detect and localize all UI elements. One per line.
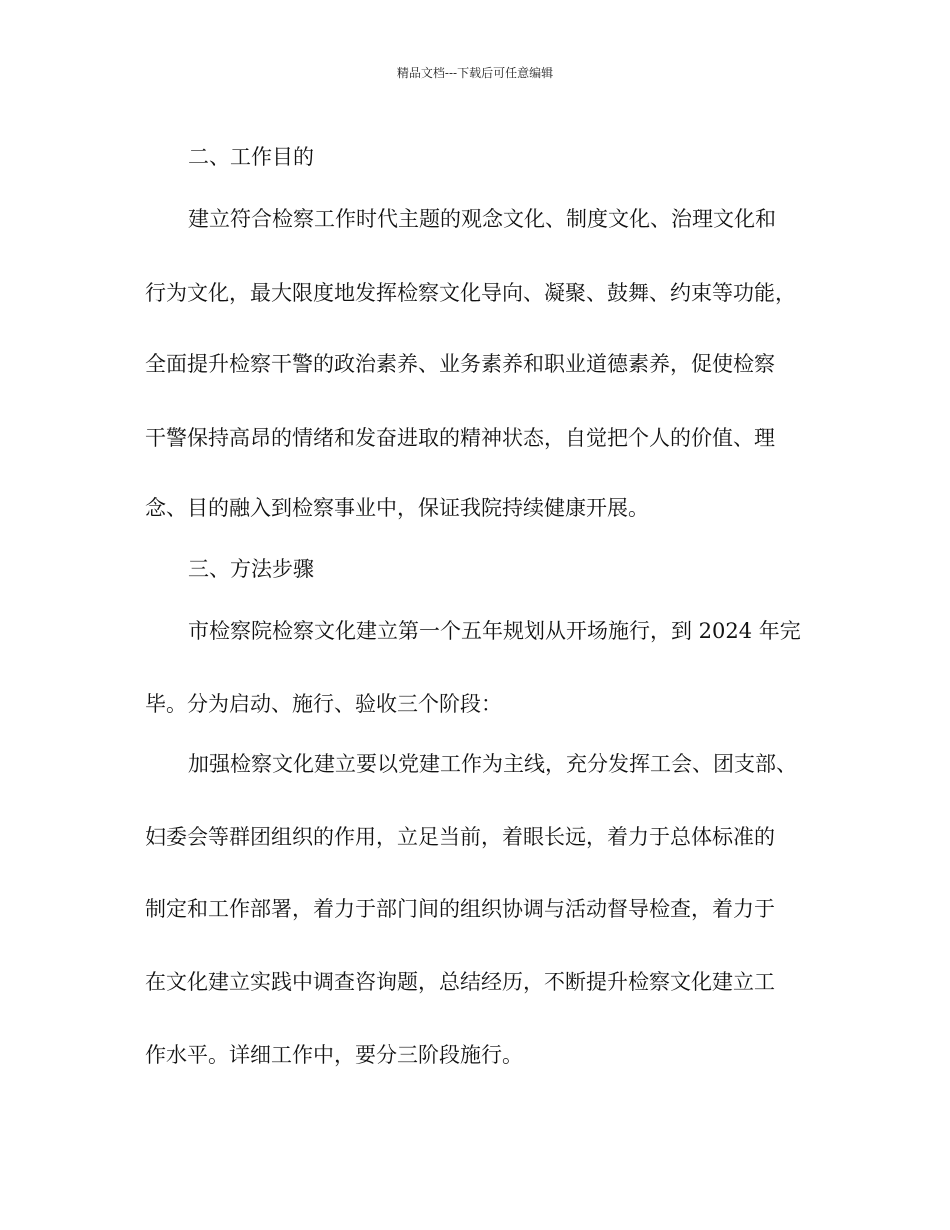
paragraph-line: 加强检察文化建立要以党建工作为主线，充分发挥工会、团支部、 — [188, 752, 797, 776]
paragraph-line: 建立符合检察工作时代主题的观念文化、制度文化、治理文化和 — [188, 207, 776, 231]
section-heading-method: 三、方法步骤 — [188, 557, 314, 581]
paragraph-line: 念、目的融入到检察事业中，保证我院持续健康开展。 — [145, 496, 649, 520]
section-heading-goal: 二、工作目的 — [188, 145, 314, 169]
paragraph-line: 干警保持高昂的情绪和发奋进取的精神状态，自觉把个人的价值、理 — [145, 426, 775, 450]
paragraph-line: 在文化建立实践中调查咨询题，总结经历，不断提升检察文化建立工 — [145, 970, 775, 994]
paragraph-line: 毕。分为启动、施行、验收三个阶段： — [145, 692, 502, 716]
paragraph-line: 行为文化，最大限度地发挥检察文化导向、凝聚、鼓舞、约束等功能， — [145, 281, 796, 305]
paragraph-line: 市检察院检察文化建立第一个五年规划从开场施行，到 2024 年完 — [188, 619, 801, 643]
paragraph-line: 妇委会等群团组织的作用，立足当前，着眼长远，着力于总体标准的 — [145, 825, 775, 849]
paragraph-line: 作水平。详细工作中，要分三阶段施行。 — [145, 1043, 523, 1067]
page-header: 精品文档---下载后可任意编辑 — [396, 66, 554, 80]
paragraph-line: 全面提升检察干警的政治素养、业务素养和职业道德素养，促使检察 — [145, 352, 775, 376]
paragraph-line: 制定和工作部署，着力于部门间的组织协调与活动督导检查，着力于 — [145, 897, 775, 921]
